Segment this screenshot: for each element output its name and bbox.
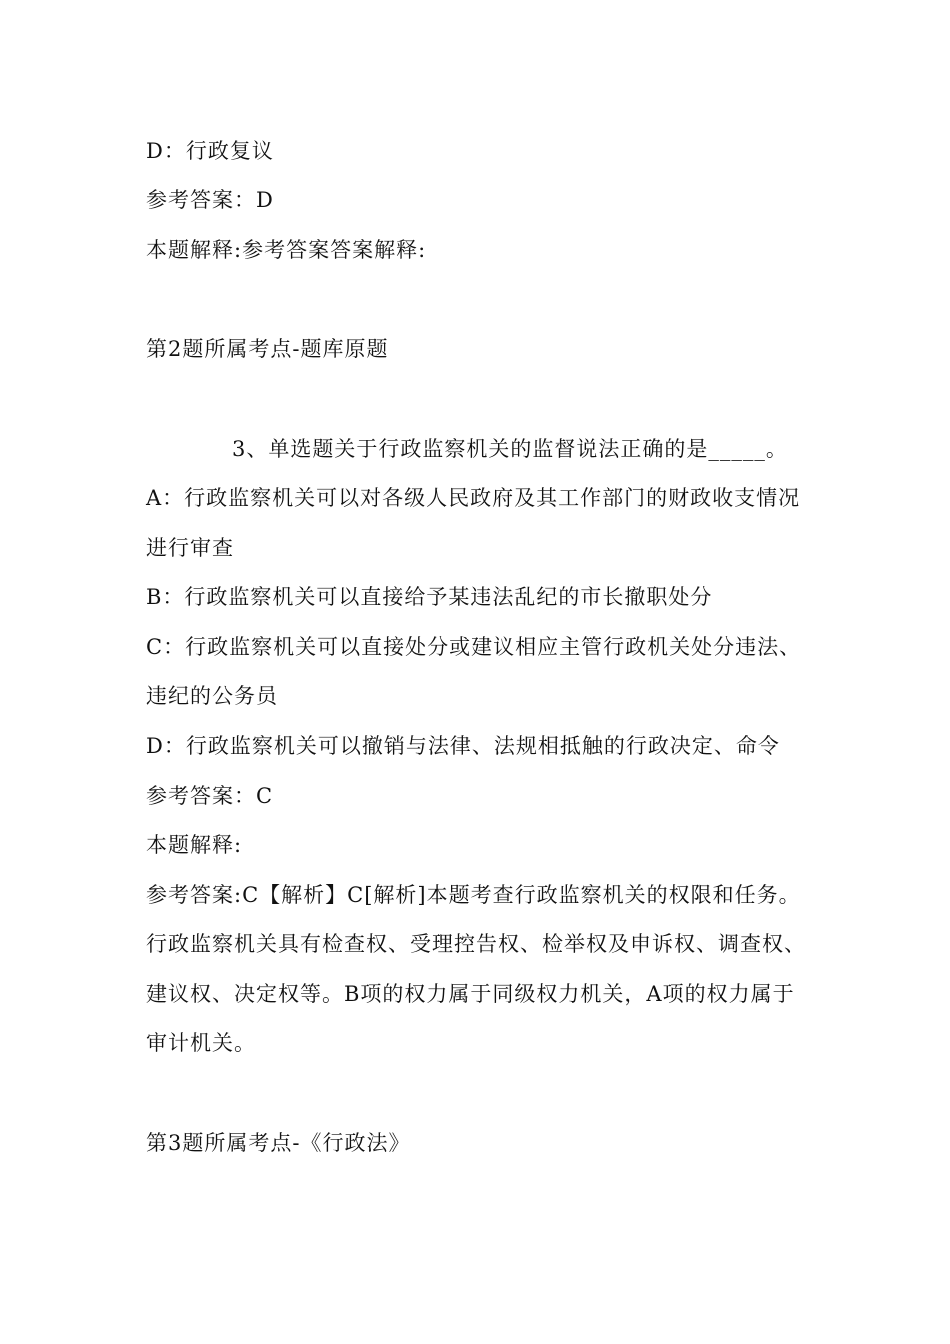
q3-option-b: B：行政监察机关可以直接给予某违法乱纪的市长撤职处分 [146,585,713,609]
q2-explanation: 本题解释:参考答案答案解释: [146,238,427,262]
q3-option-a: A：行政监察机关可以对各级人民政府及其工作部门的财政收支情况 [146,486,801,510]
q3-explanation-label: 本题解释: [146,833,243,857]
q2-topic: 第2题所属考点-题库原题 [146,337,389,361]
q3-option-c: C：行政监察机关可以直接处分或建议相应主管行政机关处分违法、 [146,635,802,659]
q3-option-c-continued: 违纪的公务员 [146,684,278,708]
q3-explanation-line: 参考答案:C【解析】C[解析]本题考查行政监察机关的权限和任务。 [146,883,801,907]
q3-option-d: D：行政监察机关可以撤销与法律、法规相抵触的行政决定、命令 [146,734,780,758]
q2-answer: 参考答案：D [146,188,274,212]
q3-stem: 3、单选题关于行政监察机关的监督说法正确的是_____。 [232,437,788,461]
q3-explanation-line: 建议权、决定权等。B项的权力属于同级权力机关，A项的权力属于 [146,982,795,1006]
q3-answer: 参考答案：C [146,784,274,808]
q2-option-d: D：行政复议 [146,139,274,163]
q3-topic: 第3题所属考点-《行政法》 [146,1131,411,1155]
q3-explanation-line: 行政监察机关具有检查权、受理控告权、检举权及申诉权、调查权、 [146,932,806,956]
q3-explanation-line: 审计机关。 [146,1031,256,1055]
q3-option-a-continued: 进行审查 [146,536,234,560]
